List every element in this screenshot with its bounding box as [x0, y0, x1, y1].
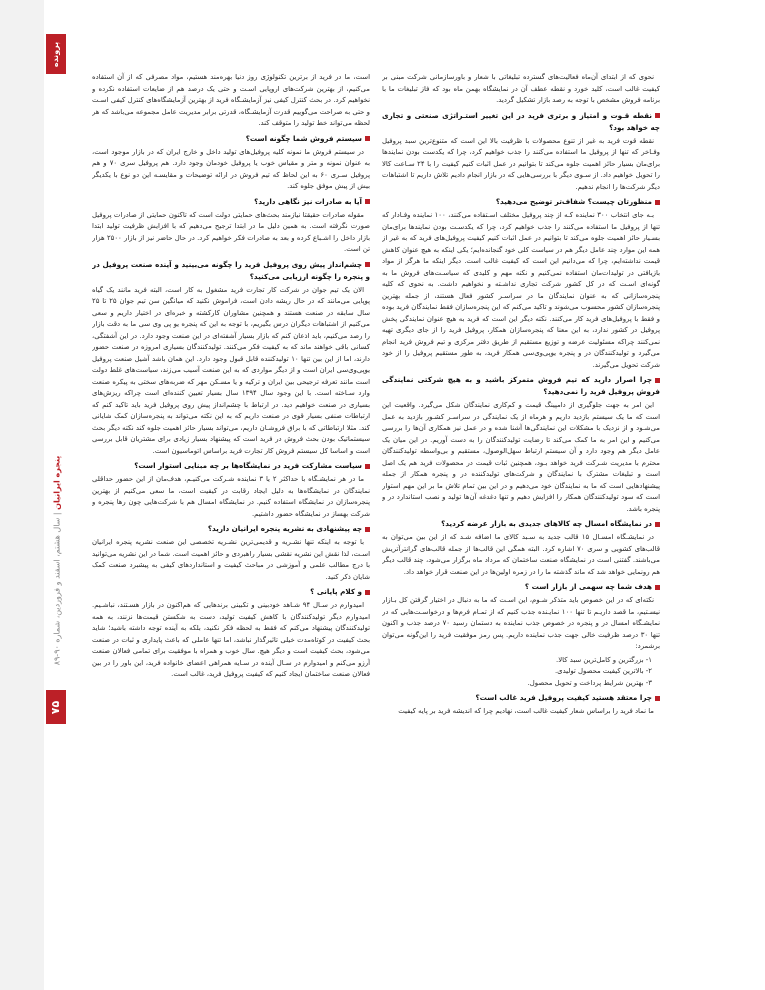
page-number: ۷۵ [49, 700, 63, 714]
bullet-square-icon [655, 200, 660, 205]
bullet-square-icon [655, 522, 660, 527]
answer-paragraph: امیدوارم در سـال ۹۴ شـاهد خودبینی و تکبینی برندهایی که هم‌اکنون در بازار هسـتند، نباشـیم. امیدوارم دیگر تولیدکنندگان با کاهش کیفیت تولید، دست به شکستن قیمت‌ها نزنند، به همه تولیدکنندگان پیشنهاد می‌کنم که فقط به لحظه فکر نکنید، بلکه به آینده توجه داشته باشید؛ شاید بحث کیفیت در کوتاه‌مدت خیلی تاثیرگذار نباشد، اما تنها عاملی که باعث پایداری و ثبات در صنعت می‌شود، بحث کیفیت است و دیگر هیچ. سال خوب و همراه با موفقیت برای تمامی فعالان صنعت آرزو می‌کنم و امیدوارم در سـال آینده در سـایه همراهی اعضای خانواده فرید، این باور را در بین فعالان صنعت ساختمان ایجاد کنیم که کیفیت پروفیل فرید، غالب است. [92, 601, 370, 678]
question-text: چشم‌انداز پیش روی پروفیل فرید را چگونه می‌بینید و آینده صنعت پروفیل در و پنجره را چگونه ارزیابی می‌کنید؟ [92, 259, 370, 281]
bullet-square-icon [365, 590, 370, 595]
answer-paragraph: الان یک تیم جوان در شرکت کار تجارت فرید مشغول به کار است، البته فرید مانند یک گیاه پوپایی می‌مانند که در حال ریشه دادن است، فراموش نکنید که میانگین سن تیم جوان ۲۵ تا ۲۵ سال سابقه در صنعت هستند و همچنین مشاوران کارکشته و خبره‌ای در اختیار داریم و سعی می‌کنیم از اشتباهات دیگران درس بگیریم، با توجه به این که پنجره یو پی وی سی ما به دقت بازار را رصد می‌کنیم، باید اذعان کنم که بازار بسیار آشفته‌ای در این صنعت وجود دارد. در این آشفتگی، کسانی باقی خواهند ماند که به کیفیت فکر می‌کنند. تولیدکنندگان بسیاری امروزه در صنعت حضور دارند، اما از این بین تنها ۱۰ تولیدکننده قابل قبول وجود دارد. این همان باشد آشیل صنعت پروفیل یوپی‌وی‌سی ایران است و از دیگر مواردی که به این صنعت آسیب می‌زند، سیاست‌های غلط دولت است مانند تعرفه ترجیحی بین ایران و ترکیه و یا مسـکن مهر که ضربه‌های سختی به پیکره صنعت وارد سـاخته است. با این وجود سال ۱۳۹۴ سال بسیار تعیین کننده‌ای است چراکه ریزش‌های بسیاری در صنعت خواهیم دید. در ارتباط با چشم‌انداز پیش روی پروفیل فرید باید تاکید کنم که ارتباطات صنفی بسیار قوی در صنعت داریم که به این نکته می‌تواند به پنجره‌سازان کمک شایانی کند. مثلا ارتباطاتی که با براق فروشـان داریم، می‌تواند بسیار حائز اهمیت جلوه کند نکته دیگر بحث سیستماتیک بودن بحث فروش در فرید است که پیشنهاد بسیار زیادی برای مشتریان قابل بررسی است و اساسا کل سیستم فروش کار تجارت فرید براساس اتوماسیون است. [92, 285, 370, 455]
question-heading [92, 586, 370, 598]
question-text: منظورتان چیست؟ شفاف‌تر توضیح می‌دهید؟ [495, 197, 652, 206]
bullet-square-icon [365, 136, 370, 141]
question-text: چرا اصرار دارید که تیم فروش متمرکز باشید و به هیچ شرکتی نمایندگی فروش پروفیل فرید را نمی‌دهید؟ [382, 375, 660, 396]
bullet-square-icon [365, 527, 370, 532]
section-tab [46, 34, 66, 74]
list-item: ۱- بزرگترین و کامل‌ترین سبد کالا. [556, 655, 652, 664]
question-heading [92, 133, 370, 145]
answer-paragraph: ما در هر نمایشـگاه با حداکثر ۲ یا ۳ نماینده شـرکت می‌کنیـم، هدف‌مان از این حضور حداقلی نمایندگان در نمایشگاه‌ها به دلیل ایجاد رقابت در کیفیت است، ما سعی می‌کنیم از بهترین پنجره‌سازان در نمایشگاه استفاده کنیم. در نمایشگاه امسال هم با شرکت‌هایی چون رها پنجره و شرکت بهساز در نمایشگاه حضور داشتیم. [92, 475, 370, 518]
question-text: سیستم فروش شما چگونه است؟ [245, 133, 362, 143]
question-heading [92, 460, 370, 472]
question-text: چه پیشنهادی به نشریه پنجره ایرانیان دارید؟ [207, 524, 362, 533]
list-item: ۲- بالاترین کیفیت محصول تولیدی. [554, 667, 652, 675]
question-heading [382, 581, 660, 593]
bullet-square-icon [655, 113, 660, 118]
journal-meta: پنجره ایرانیان | سال هشتم، اسفند و فروردین، شماره ۹۰-۸۹ [52, 455, 62, 665]
question-text: و کلام پایانی ؟ [310, 587, 362, 596]
question-text: چرا معتقد هستید کیفیت پروفیل فرید غالب است؟ [475, 693, 652, 702]
bullet-square-icon [655, 378, 660, 383]
answer-paragraph: است، ما در فرید از برترین تکنولوژی روز دنیا بهره‌مند هستیم، مواد مصرفی که از آن استفاده می‌کنیم، از بهترین شرکت‌های اروپایی اسـت و حتی یک درصد هم از ضایعات استفاده نکرده و نخواهیم کرد. در بحث کنترل کیفی نیز آزمایشـگاه فرید از بهترین آزمایشگاه‌های کنترل کیفی اسـت و حتی به صراحت می‌گوییم قدرت آزمایشـگاه، قدرتی برابر مدیریت عامل مجموعه می‌باشد که هر لحظه می‌تواند خط تولید را متوقف کند. [92, 73, 370, 127]
answer-paragraph: در سیستم فروش ما نمونه کلیه پروفیل‌های تولید داخل و خارج ایران که در بازار موجود است، به عنوان نمونه و متر و مقیاس خوب یا پروفیل خودمان وجود دارد. هم پروفیل سری ۷۰ و هم پروفیل سـری ۶۰ به این لحاظ که تیم فروش در ارائه توضیحات و مقایسـه این دو نوع با یکدیگر بیش از پیش موفق جلوه کند. [92, 147, 370, 190]
question-text: در نمایشگاه امسال چه کالاهای جدیدی به بازار عرضه کردید؟ [441, 519, 652, 528]
journal-issue: سال هشتم، اسفند و فروردین، شماره ۹۰-۸۹ [52, 517, 62, 665]
question-heading [382, 196, 660, 208]
question-heading [382, 374, 660, 398]
question-text: نقطه قـوت و امتیاز و برتری فرید در این تغییر استـراتژی صنعتی و تجاری چه خواهد بود؟ [382, 110, 660, 132]
sidebar-stripe [0, 0, 44, 990]
question-heading [382, 518, 660, 530]
question-text: آیا به صادرات نیز نگاهی دارید؟ [254, 196, 362, 206]
question-heading [382, 692, 660, 704]
answer-paragraph: نحوی که از ابتدای آن‌ماه فعالیت‌های گسترده تبلیغاتی با شعار و باورسازمانی شرکت مبنی بر کیفیت غالب است، کلید خورد و نقطه عطف آن در نمایشگاه بهمن ماه بود که فاز تبلیغات ما با برنامه فروش مشخص با توجه به رصد بازار تشکیل گردید. [382, 73, 660, 104]
answer-paragraph: این امر به جهت جلوگیری از دامپینگ قیمت و کم‌کاری نمایندگان شکل می‌گیرد. واقعیت این است که ما یک سیستم بازدید داریم و هرماه از یک نمایندگی در سراسـر کشـور بازدید به عمل می‌شـود و از نزدیک با مشکلات این نمایندگی‌ها آشنا شده و در عمل نیز همکاری آن‌ها را بررسی می‌کنیم و این امر به ما کمک می‌کند تا رضایت تولیدکنندگان را به دست آوریم. در این میان یک عامل دیگر هم وجود دارد و آن سیستم ارتباط سهل‌الوصول، مستقیم و بی‌واسطه تولیدکنندگان محترم با مدیریت شـرکت فرید خواهد بـود، همچنین ثبات قیمت در محصولات فرید هم یک اصل است و تبلیغات مشترک با نمایندگان و شرکت‌های تولیدکننده در و پنجره همکار از جمله پیشنهادهایی است که ما به نمایندگان خود می‌دهیم و در این بین تمام تلاش ما بر این مهم استوار است که سود تولیدکنندگان همکار را افزایش دهیم و تنها دغدغه آن‌ها تولید و نصب استاندارد در و پنجره باشد. [382, 401, 660, 513]
bullet-square-icon [365, 199, 370, 204]
answer-paragraph: نقطه قوت فرید به غیر از تنوع محصولات با ظرفیت بالا این است که متنوع‌ترین سبد پروفیل وفـاخر که تنها از پروفیل ما استفاده می‌کنند را جذب خواهیم کرد، چرا که یکدست بودن نمایندها برای‌مان بسیار حائز اهمیت جلوه می‌کند تا بتوانیم در عمل اثبات کنیم کیفیت را با ۲۴ سـاعت کالا را تحویل خواهیم داد. از سـوی دیگر با بررسی‌هایی که در بازار انجام دادیم تلاش داریم تا اشتباهات دیگر شرکت‌ها را انجام ندهیم. [382, 136, 660, 191]
question-heading [382, 110, 660, 134]
answer-paragraph: با توجه به اینکه تنها نشـریه و قدیمی‌ترین نشـریه تخصصی این صنعت نشریه پنجره ایرانیان اسـت، لذا نقش این نشریه نقشی بسیار راهبردی و حائز اهمیت است. شما در این نشریه می‌توانید با درج مطالب علمی و آموزشی در مباحث کیفیت و استانداردهای کیفی به پیشبرد صنعت کمک شایان ذکر کنید. [92, 538, 370, 581]
page-number-box [46, 690, 66, 724]
success-factors-list [382, 655, 660, 690]
bullet-square-icon [655, 585, 660, 590]
bullet-square-icon [365, 262, 370, 267]
list-item: ۳- بهترین شرایط پرداخت و تحویل محصول. [527, 678, 652, 687]
bullet-square-icon [365, 464, 370, 469]
question-heading [92, 196, 370, 208]
journal-name: پنجره ایرانیان [52, 455, 62, 510]
question-heading [92, 259, 370, 283]
answer-paragraph: مقوله صادرات حقیقتا نیازمند بحث‌های حمایتی دولت است که تاکنون حمایتی از صادرات پروفیل صورت نگرفته است. به همین دلیل ما در ابتدا ترجیح می‌دهیم که با افزایش ظرفیت تولید ابتدا بازار داخل را اشـباع کرده و بعد به صادرات فکر خواهیم کرد. در حال حاضر نیز از بازار ۲۵۰۰ هزار تن است. [92, 210, 370, 253]
question-text: هدف شما چه سهمی از بازار است ؟ [524, 582, 652, 591]
article-column-left [92, 72, 370, 912]
bullet-square-icon [655, 696, 660, 701]
answer-paragraph: در نمایشـگاه امسـال ۱۵ قالب جدید به سـبد کالای ما اضافه شـد که از این بین می‌توان به قالب‌های کشویی و سری ۷۰ اشاره کرد. البته همگی این قالب‌ها از جمله قالب‌های گرانترآتریش می‌باشند. گفتنی است در نمایشگاه صنعت ساختمان که مرداد ماه برگزار می‌شود، چند قالب دیگر هم رونمایی خواهد شد که ماند گذشته ما را در زمره اولین‌ها در این صنعت قرار خواهد داد. [382, 533, 660, 576]
section-label: پرونده [51, 41, 61, 67]
answer-paragraph: بـه جای انتخاب ۳۰۰ نماینده کـه از چند پروفیل مختلف اسـتفاده می‌کنند، ۱۰۰ نماینده وفـادار که تنها از پروفیل ما استفاده می‌کنند را جذب خواهیم کرد، چرا که یکدسـت بودن نمایندها برای‌مان بسـیار حائز اهمیت جلوه می‌کند تا بتوانیم در عمل اثبات کنیم کیفیت پروفیل‌های فرید که به غیر از همه این موارد چند عامل دیگر هم در سیاست کلی خود گنجانده‌ایم؛ یکی اینکه به هیچ عنوان کاهش قیمت نداشته‌ایم، چرا که می‌دانیم این است که کیفیت غالب است. دیگر اینکه ما هرگز از مواد بازیافتی در تولیدات‌مان استفاده نمی‌کنیم و نکته مهم و کلیدی که سیاسـت‌های فروش ما به گونه‌ای اسـت که در کل کشور شرکت تجاری نداشـته و نخواهیم داشت. به نحوی که کلیه پنجره‌سازانی که به عنوان نمایندگان ما در سراسـر کشور فعال هستند، از جمله بهترین پنجره‌سازان کشور محسوب می‌شوند و تاکید می‌کنم که این پنجره‌سازان فقط نمایندگان فرید بوده و فقط با پروفیل‌های فرید کار می‌کنند. نکته دیگر این است که فرید به هیچ عنوان نمایندگی پخش پروفیل در کشور ندارد، به این معنا که پنجره‌سازان همکار، پروفیل فرید را از جای دیگری تهیه نمی‌کنند چراکه مسئولیت عرضه و توزیع مستقیم از طریق دفتر مرکزی و تیم فروش فرید انجام می‌گیرد و تولیدکنندگان در و پنجره یوپی‌وی‌سی همکار فرید، به طور مستقیم پروفیل را از خود شرکت تحویل می‌گیرند. [382, 211, 660, 369]
answer-paragraph: ما نماد فرید را براساس شعار کیفیت غالب است، نهادیم چرا که اندیشه فرید بر پایه کیفیت [398, 707, 654, 715]
question-heading [92, 523, 370, 535]
question-text: سیاست مشارکت فرید در نمایشگاه‌ها بر چه مبنایی استوار است؟ [134, 461, 362, 470]
article-column-right [382, 72, 660, 912]
answer-paragraph: نکته‌ای که در این خصوص باید متذکر شـوم، این اسـت که ما به دنبال در اختیار گرفتن کل بـازار نیسـتیم، ما قصد داریـم تا تنها ۱۰۰ نمایـنده جذب کنیم که از تمـام فرم‌ها و درخواسـت‌هایی که در نمایشـگاه امسال در و پنجره در خصوص جذب نماینده به دستمان رسید ۷۰ درصد جذب و اکنون تنها ۳۰ درصد ظرفیت خالی جهت جذب نماینده داریم. پس رمز موفقیت فرید را این‌گونه می‌توان برشمرد: [382, 596, 660, 650]
